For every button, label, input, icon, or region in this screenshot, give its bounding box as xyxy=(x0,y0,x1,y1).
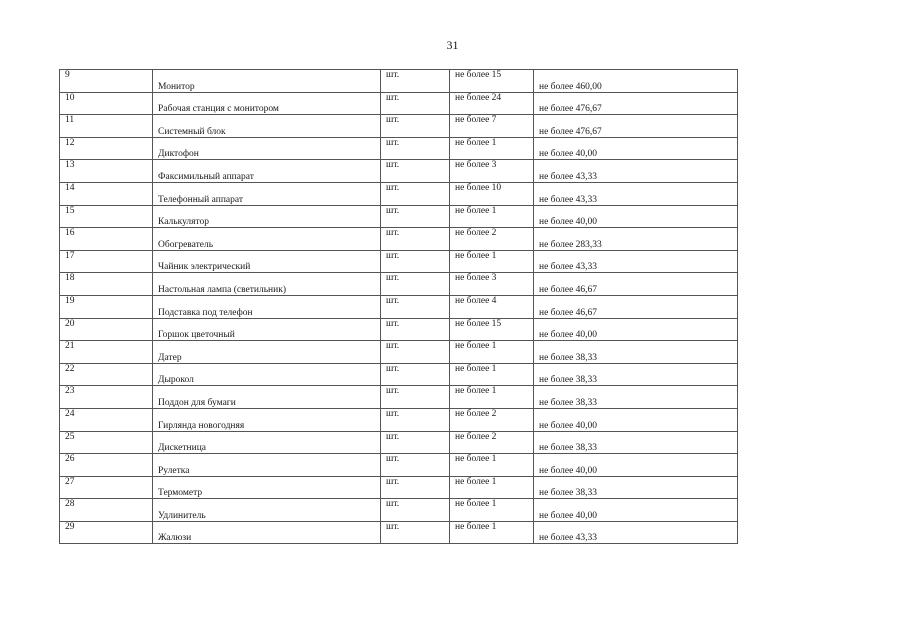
row-number: 18 xyxy=(60,273,153,296)
table-row xyxy=(60,431,738,454)
item-unit: шт. xyxy=(381,431,450,454)
item-quantity: не более 3 xyxy=(450,273,534,296)
item-name: Системный блок xyxy=(153,115,381,138)
item-unit: шт. xyxy=(381,182,450,205)
item-quantity: не более 2 xyxy=(450,228,534,251)
item-name: Дырокол xyxy=(153,363,381,386)
item-unit: шт. xyxy=(381,476,450,499)
item-name: Удлинитель xyxy=(153,499,381,522)
row-number: 25 xyxy=(60,431,153,454)
item-name: Термометр xyxy=(153,476,381,499)
item-name: Факсимильный аппарат xyxy=(153,160,381,183)
item-unit: шт. xyxy=(381,363,450,386)
item-quantity: не более 2 xyxy=(450,431,534,454)
table-row xyxy=(60,250,738,273)
table-row xyxy=(60,228,738,251)
item-price: не более 460,00 xyxy=(534,70,738,93)
item-price: не более 476,67 xyxy=(534,115,738,138)
item-unit: шт. xyxy=(381,92,450,115)
item-price: не более 476,67 xyxy=(534,92,738,115)
item-price: не более 38,33 xyxy=(534,363,738,386)
row-number: 16 xyxy=(60,228,153,251)
item-quantity: не более 1 xyxy=(450,386,534,409)
item-quantity: не более 1 xyxy=(450,499,534,522)
page-number: 31 xyxy=(446,38,459,52)
table-row xyxy=(60,499,738,522)
item-price: не более 40,00 xyxy=(534,137,738,160)
item-price: не более 40,00 xyxy=(534,499,738,522)
row-number: 17 xyxy=(60,250,153,273)
table-row xyxy=(60,70,738,93)
table-row xyxy=(60,92,738,115)
table-row xyxy=(60,318,738,341)
table-row xyxy=(60,476,738,499)
row-number: 21 xyxy=(60,341,153,364)
table-row xyxy=(60,521,738,544)
item-name: Настольная лампа (светильник) xyxy=(153,273,381,296)
table-row xyxy=(60,363,738,386)
item-price: не более 43,33 xyxy=(534,250,738,273)
row-number: 23 xyxy=(60,386,153,409)
item-price: не более 46,67 xyxy=(534,295,738,318)
row-number: 29 xyxy=(60,521,153,544)
item-unit: шт. xyxy=(381,408,450,431)
item-name: Обогреватель xyxy=(153,228,381,251)
item-name: Дискетница xyxy=(153,431,381,454)
table-row xyxy=(60,182,738,205)
item-price: не более 38,33 xyxy=(534,341,738,364)
item-price: не более 40,00 xyxy=(534,454,738,477)
row-number: 14 xyxy=(60,182,153,205)
item-name: Горшок цветочный xyxy=(153,318,381,341)
item-name: Датер xyxy=(153,341,381,364)
item-unit: шт. xyxy=(381,137,450,160)
table-row xyxy=(60,341,738,364)
item-quantity: не более 3 xyxy=(450,160,534,183)
item-name: Чайник электрический xyxy=(153,250,381,273)
item-unit: шт. xyxy=(381,250,450,273)
item-price: не более 43,33 xyxy=(534,182,738,205)
item-unit: шт. xyxy=(381,521,450,544)
item-unit: шт. xyxy=(381,295,450,318)
item-price: не более 46,67 xyxy=(534,273,738,296)
row-number: 15 xyxy=(60,205,153,228)
row-number: 11 xyxy=(60,115,153,138)
item-name: Поддон для бумаги xyxy=(153,386,381,409)
item-quantity: не более 1 xyxy=(450,341,534,364)
item-unit: шт. xyxy=(381,70,450,93)
item-quantity: не более 1 xyxy=(450,363,534,386)
item-unit: шт. xyxy=(381,205,450,228)
table-row xyxy=(60,386,738,409)
row-number: 22 xyxy=(60,363,153,386)
item-quantity: не более 4 xyxy=(450,295,534,318)
item-unit: шт. xyxy=(381,454,450,477)
item-price: не более 283,33 xyxy=(534,228,738,251)
table-row xyxy=(60,205,738,228)
row-number: 28 xyxy=(60,499,153,522)
item-quantity: не более 15 xyxy=(450,70,534,93)
item-name: Калькулятор xyxy=(153,205,381,228)
item-unit: шт. xyxy=(381,499,450,522)
item-quantity: не более 15 xyxy=(450,318,534,341)
item-name: Диктофон xyxy=(153,137,381,160)
item-quantity: не более 1 xyxy=(450,521,534,544)
item-quantity: не более 2 xyxy=(450,408,534,431)
item-quantity: не более 7 xyxy=(450,115,534,138)
table-row xyxy=(60,115,738,138)
item-name: Рабочая станция с монитором xyxy=(153,92,381,115)
item-name: Телефонный аппарат xyxy=(153,182,381,205)
item-price: не более 40,00 xyxy=(534,318,738,341)
item-quantity: не более 1 xyxy=(450,250,534,273)
item-price: не более 43,33 xyxy=(534,160,738,183)
item-price: не более 38,33 xyxy=(534,476,738,499)
item-name: Гирлянда новогодняя xyxy=(153,408,381,431)
row-number: 13 xyxy=(60,160,153,183)
table-row xyxy=(60,408,738,431)
item-price: не более 38,33 xyxy=(534,386,738,409)
item-name: Подставка под телефон xyxy=(153,295,381,318)
item-price: не более 40,00 xyxy=(534,205,738,228)
item-unit: шт. xyxy=(381,115,450,138)
table-row xyxy=(60,454,738,477)
spec-table-body xyxy=(60,70,738,544)
row-number: 19 xyxy=(60,295,153,318)
row-number: 12 xyxy=(60,137,153,160)
item-unit: шт. xyxy=(381,318,450,341)
item-unit: шт. xyxy=(381,160,450,183)
item-unit: шт. xyxy=(381,228,450,251)
item-quantity: не более 10 xyxy=(450,182,534,205)
item-unit: шт. xyxy=(381,386,450,409)
row-number: 26 xyxy=(60,454,153,477)
table-row xyxy=(60,137,738,160)
item-name: Рулетка xyxy=(153,454,381,477)
item-name: Жалюзи xyxy=(153,521,381,544)
item-quantity: не более 1 xyxy=(450,476,534,499)
table-row xyxy=(60,273,738,296)
item-quantity: не более 24 xyxy=(450,92,534,115)
item-quantity: не более 1 xyxy=(450,454,534,477)
row-number: 10 xyxy=(60,92,153,115)
table-row xyxy=(60,295,738,318)
item-unit: шт. xyxy=(381,341,450,364)
row-number: 27 xyxy=(60,476,153,499)
item-unit: шт. xyxy=(381,273,450,296)
item-name: Монитор xyxy=(153,70,381,93)
item-price: не более 40,00 xyxy=(534,408,738,431)
row-number: 20 xyxy=(60,318,153,341)
row-number: 9 xyxy=(60,70,153,93)
item-price: не более 43,33 xyxy=(534,521,738,544)
item-quantity: не более 1 xyxy=(450,205,534,228)
table-row xyxy=(60,160,738,183)
spec-table xyxy=(59,69,738,544)
row-number: 24 xyxy=(60,408,153,431)
item-quantity: не более 1 xyxy=(450,137,534,160)
item-price: не более 38,33 xyxy=(534,431,738,454)
